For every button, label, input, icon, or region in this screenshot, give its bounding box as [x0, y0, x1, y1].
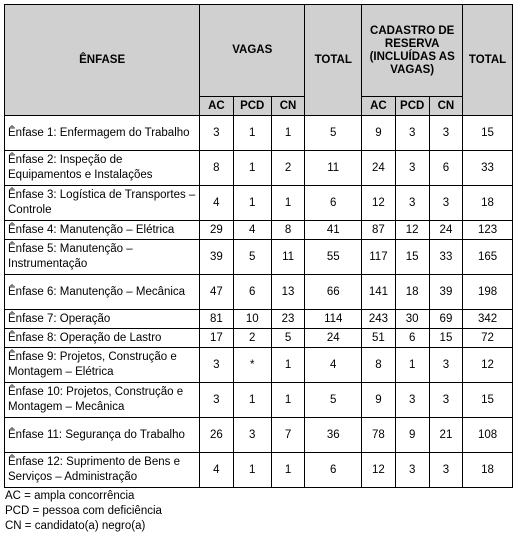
table-row [5, 186, 513, 221]
table-row [5, 383, 513, 418]
cell-pcd: * [233, 348, 271, 383]
header-cadastro-reserva [362, 5, 463, 97]
cell-cn: 2 [271, 151, 304, 186]
cell-total: 55 [305, 240, 362, 275]
cell-enfase: Ênfase 7: Operação [5, 310, 200, 329]
cell-cn: 7 [271, 418, 304, 453]
cell-reserva-cn: 3 [429, 348, 462, 383]
cell-reserva-total: 198 [463, 275, 513, 310]
cell-ac: 3 [200, 348, 233, 383]
cell-total: 24 [305, 329, 362, 348]
cell-reserva-ac: 51 [362, 329, 395, 348]
cell-reserva-cn: 15 [429, 329, 462, 348]
vacancy-table-container [4, 4, 520, 534]
cell-reserva-ac: 24 [362, 151, 395, 186]
cell-reserva-pcd: 15 [395, 240, 429, 275]
header-enfase: ÊNFASE [5, 5, 200, 116]
legend-pcd: PCD = pessoa com deficiência [5, 505, 162, 517]
cell-reserva-cn: 3 [429, 383, 462, 418]
cell-reserva-total: 123 [463, 221, 513, 240]
subheader-reserva-ac: AC [362, 97, 395, 116]
cell-enfase: Ênfase 8: Operação de Lastro [5, 329, 200, 348]
cell-cn: 11 [271, 240, 304, 275]
cell-reserva-total: 72 [463, 329, 513, 348]
cell-cn: 13 [271, 275, 304, 310]
cell-reserva-cn: 69 [429, 310, 462, 329]
cell-ac: 4 [200, 453, 233, 488]
cell-ac: 29 [200, 221, 233, 240]
cell-reserva-cn: 24 [429, 221, 462, 240]
header-total: TOTAL [305, 5, 362, 116]
cell-reserva-total: 15 [463, 116, 513, 151]
table-row [5, 221, 513, 240]
cell-cn: 8 [271, 221, 304, 240]
cell-total: 6 [305, 186, 362, 221]
cell-pcd: 10 [233, 310, 271, 329]
cell-ac: 39 [200, 240, 233, 275]
cell-pcd: 3 [233, 418, 271, 453]
cell-reserva-pcd: 3 [395, 186, 429, 221]
cell-reserva-pcd: 3 [395, 383, 429, 418]
header-total-reserva: TOTAL [463, 5, 513, 116]
cell-reserva-pcd: 1 [395, 348, 429, 383]
cell-enfase: Ênfase 1: Enfermagem do Trabalho [5, 116, 200, 151]
cell-enfase: Ênfase 10: Projetos, Construção e Montagem – Mecânica [5, 383, 200, 418]
cell-reserva-cn: 3 [429, 453, 462, 488]
cell-ac: 3 [200, 383, 233, 418]
cell-reserva-total: 18 [463, 453, 513, 488]
cell-cn: 23 [271, 310, 304, 329]
cell-pcd: 1 [233, 116, 271, 151]
subheader-reserva-pcd: PCD [395, 97, 429, 116]
cell-pcd: 2 [233, 329, 271, 348]
cell-reserva-total: 108 [463, 418, 513, 453]
cell-pcd: 1 [233, 186, 271, 221]
cell-reserva-pcd: 3 [395, 116, 429, 151]
cell-total: 6 [305, 453, 362, 488]
subheader-vagas-cn: CN [271, 97, 304, 116]
cell-total: 5 [305, 383, 362, 418]
cell-reserva-cn: 21 [429, 418, 462, 453]
header-vagas: VAGAS [200, 5, 305, 97]
cell-cn: 1 [271, 116, 304, 151]
cell-reserva-ac: 12 [362, 186, 395, 221]
cell-enfase: Ênfase 3: Logística de Transportes – Controle [5, 186, 200, 221]
cell-pcd: 4 [233, 221, 271, 240]
cell-total: 41 [305, 221, 362, 240]
cell-cn: 1 [271, 348, 304, 383]
cell-reserva-ac: 87 [362, 221, 395, 240]
cell-reserva-total: 165 [463, 240, 513, 275]
cell-reserva-total: 33 [463, 151, 513, 186]
table-row [5, 329, 513, 348]
cell-cn: 1 [271, 186, 304, 221]
legend-cn: CN = candidato(a) negro(a) [5, 520, 146, 532]
cell-ac: 8 [200, 151, 233, 186]
cell-enfase: Ênfase 9: Projetos, Construção e Montagem – Elétrica [5, 348, 200, 383]
cell-total: 114 [305, 310, 362, 329]
cell-enfase: Ênfase 12: Suprimento de Bens e Serviços – Administração [5, 453, 200, 488]
cell-reserva-ac: 243 [362, 310, 395, 329]
cell-reserva-cn: 3 [429, 186, 462, 221]
cell-reserva-cn: 39 [429, 275, 462, 310]
cell-reserva-pcd: 18 [395, 275, 429, 310]
cell-enfase: Ênfase 6: Manutenção – Mecânica [5, 275, 200, 310]
cell-reserva-ac: 9 [362, 383, 395, 418]
cell-pcd: 1 [233, 151, 271, 186]
table-row [5, 275, 513, 310]
cell-reserva-pcd: 30 [395, 310, 429, 329]
legend-ac: AC = ampla concorrência [5, 490, 135, 502]
cell-total: 4 [305, 348, 362, 383]
cell-reserva-ac: 12 [362, 453, 395, 488]
table-row [5, 151, 513, 186]
cell-reserva-cn: 33 [429, 240, 462, 275]
cell-reserva-ac: 8 [362, 348, 395, 383]
cell-total: 66 [305, 275, 362, 310]
cell-reserva-cn: 6 [429, 151, 462, 186]
cell-cn: 5 [271, 329, 304, 348]
legend [4, 489, 520, 534]
cell-reserva-pcd: 12 [395, 221, 429, 240]
subheader-reserva-cn: CN [429, 97, 462, 116]
cell-total: 36 [305, 418, 362, 453]
cell-ac: 26 [200, 418, 233, 453]
subheader-vagas-ac: AC [200, 97, 233, 116]
cell-reserva-total: 15 [463, 383, 513, 418]
cell-cn: 1 [271, 383, 304, 418]
cell-reserva-ac: 9 [362, 116, 395, 151]
cell-reserva-cn: 3 [429, 116, 462, 151]
cell-cn: 1 [271, 453, 304, 488]
cell-ac: 47 [200, 275, 233, 310]
cell-pcd: 1 [233, 383, 271, 418]
table-row [5, 348, 513, 383]
cell-reserva-ac: 141 [362, 275, 395, 310]
cell-reserva-pcd: 9 [395, 418, 429, 453]
cell-ac: 4 [200, 186, 233, 221]
cell-ac: 3 [200, 116, 233, 151]
table-row [5, 418, 513, 453]
cell-reserva-total: 18 [463, 186, 513, 221]
subheader-vagas-pcd: PCD [233, 97, 271, 116]
cell-pcd: 1 [233, 453, 271, 488]
cell-pcd: 6 [233, 275, 271, 310]
cell-reserva-pcd: 3 [395, 453, 429, 488]
cell-total: 11 [305, 151, 362, 186]
cell-reserva-pcd: 6 [395, 329, 429, 348]
cell-reserva-total: 342 [463, 310, 513, 329]
cell-enfase: Ênfase 11: Segurança do Trabalho [5, 418, 200, 453]
cell-reserva-pcd: 3 [395, 151, 429, 186]
cell-reserva-ac: 117 [362, 240, 395, 275]
table-row [5, 240, 513, 275]
table-row [5, 116, 513, 151]
cell-pcd: 5 [233, 240, 271, 275]
table-row [5, 310, 513, 329]
table-row [5, 453, 513, 488]
cell-reserva-total: 12 [463, 348, 513, 383]
cell-ac: 81 [200, 310, 233, 329]
cell-reserva-ac: 78 [362, 418, 395, 453]
cell-ac: 17 [200, 329, 233, 348]
cell-enfase: Ênfase 4: Manutenção – Elétrica [5, 221, 200, 240]
header-cadastro-reserva-text: CADASTRO DE RESERVA (INCLUÍDAS AS VAGAS) [369, 24, 455, 76]
cell-total: 5 [305, 116, 362, 151]
vacancy-table [4, 4, 513, 488]
cell-enfase: Ênfase 2: Inspeção de Equipamentos e Instalações [5, 151, 200, 186]
cell-enfase: Ênfase 5: Manutenção – Instrumentação [5, 240, 200, 275]
